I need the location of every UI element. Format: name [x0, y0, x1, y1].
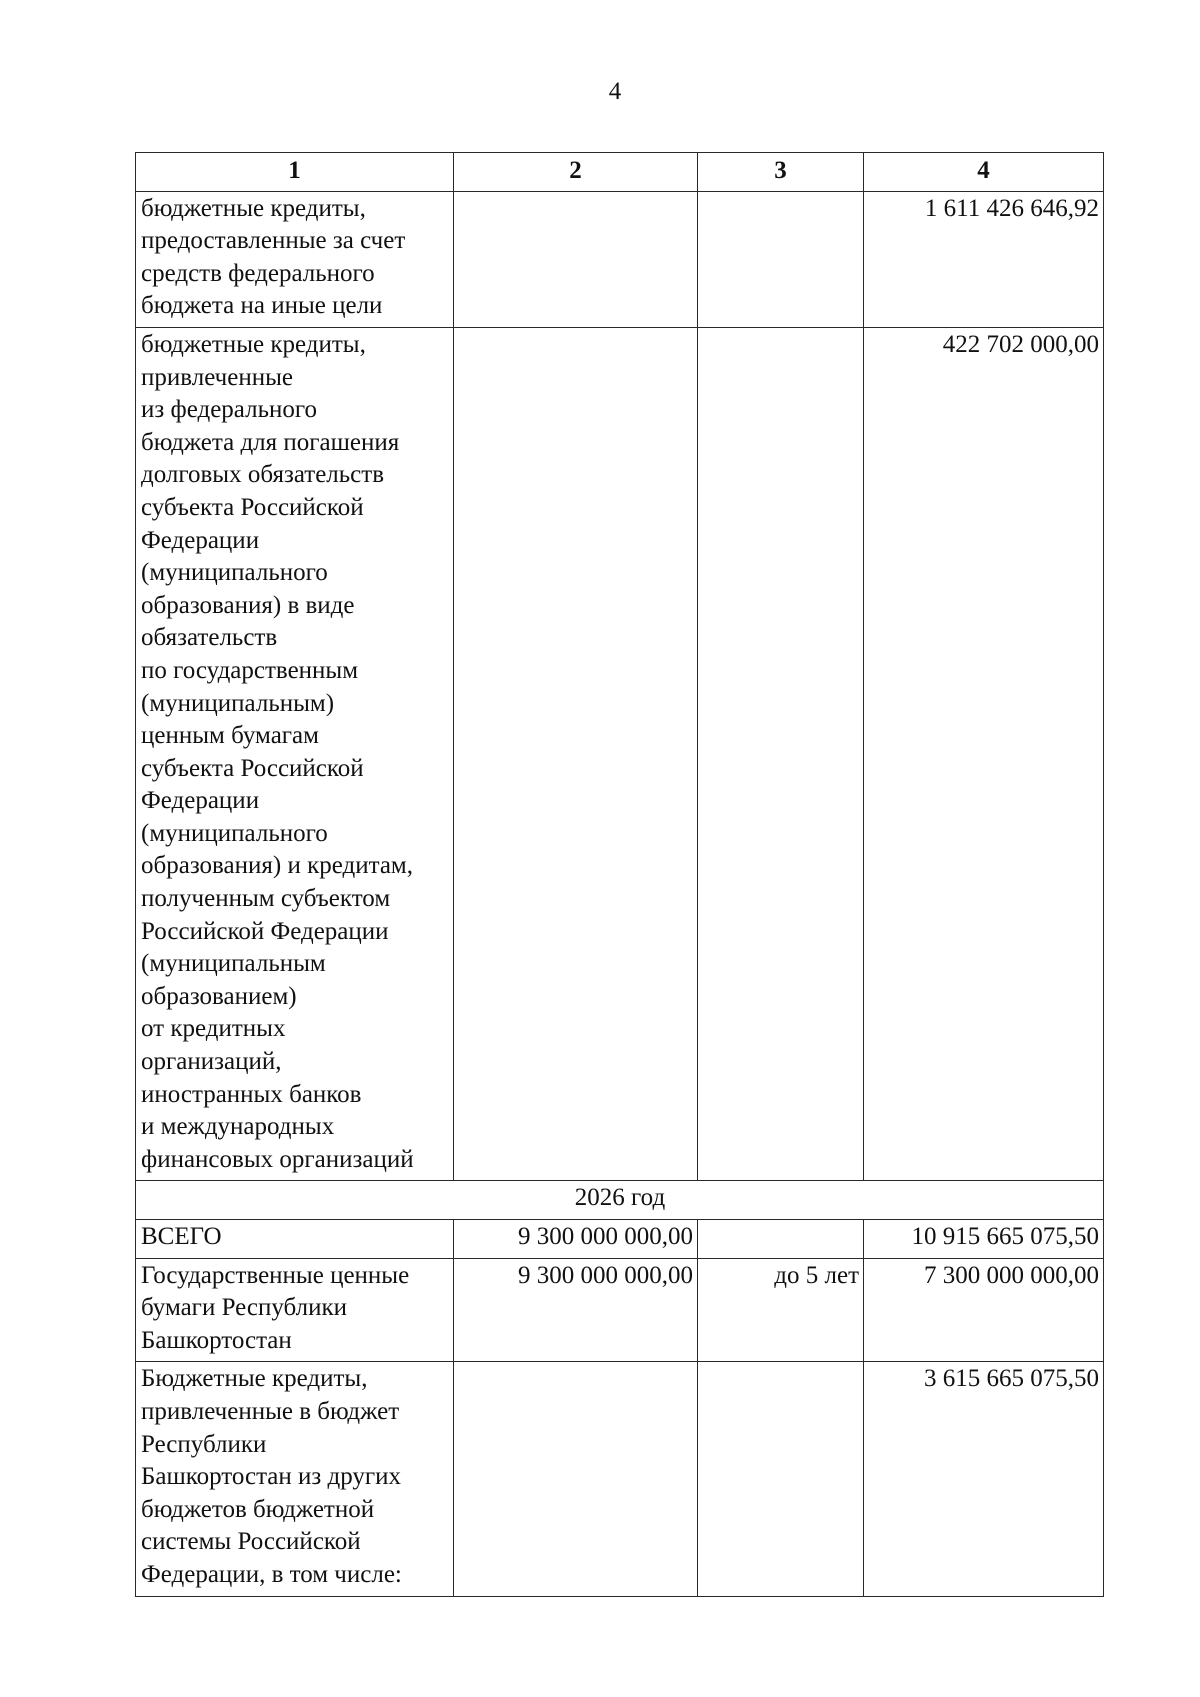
row-col2 [454, 191, 698, 327]
row-col3 [698, 1362, 864, 1596]
row-amount: 3 615 665 075,50 [864, 1362, 1104, 1596]
column-header-3: 3 [698, 153, 864, 192]
table-header-row [136, 153, 1104, 192]
year-heading-row [136, 1181, 1104, 1220]
row-description: Бюджетные кредиты, привлеченные в бюджет Республики Башкортостан из других бюджетов бюджетной системы Российской Федерации, в том числе: [136, 1362, 454, 1596]
column-header-4: 4 [864, 153, 1104, 192]
row-description: бюджетные кредиты, привлеченные из федерального бюджета для погашения долговых обязательств субъекта Российской Федерации (муниципального образования) в виде обязательств по государственным (муниципальным) ценным бумагам субъекта Российской Федерации (муниципального образования) и кредитам, полученным субъектом Российской Федерации (муниципальным образованием) от кредитных организаций, иностранных банков и международных финансовых организаций [136, 327, 454, 1180]
column-header-2: 2 [454, 153, 698, 192]
row-term: до 5 лет [698, 1258, 864, 1362]
total-amount: 10 915 665 075,50 [864, 1220, 1104, 1259]
table-row [136, 327, 1104, 1180]
total-col2: 9 300 000 000,00 [454, 1220, 698, 1259]
table-row [136, 191, 1104, 327]
row-col3 [698, 191, 864, 327]
page-number: 4 [608, 78, 622, 105]
row-col2 [454, 1362, 698, 1596]
table-row [136, 1362, 1104, 1596]
row-description: бюджетные кредиты, предоставленные за счет средств федерального бюджета на иные цели [136, 191, 454, 327]
row-description: Государственные ценные бумаги Республики Башкортостан [136, 1258, 454, 1362]
year-heading: 2026 год [136, 1181, 1104, 1220]
total-row [136, 1220, 1104, 1259]
total-label: ВСЕГО [136, 1220, 454, 1259]
column-header-1: 1 [136, 153, 454, 192]
row-amount: 7 300 000 000,00 [864, 1258, 1104, 1362]
row-col3 [698, 327, 864, 1180]
row-col2 [454, 327, 698, 1180]
total-col3 [698, 1220, 864, 1259]
row-col2: 9 300 000 000,00 [454, 1258, 698, 1362]
row-amount: 1 611 426 646,92 [864, 191, 1104, 327]
table-row [136, 1258, 1104, 1362]
row-amount: 422 702 000,00 [864, 327, 1104, 1180]
budget-table [135, 152, 1104, 1597]
